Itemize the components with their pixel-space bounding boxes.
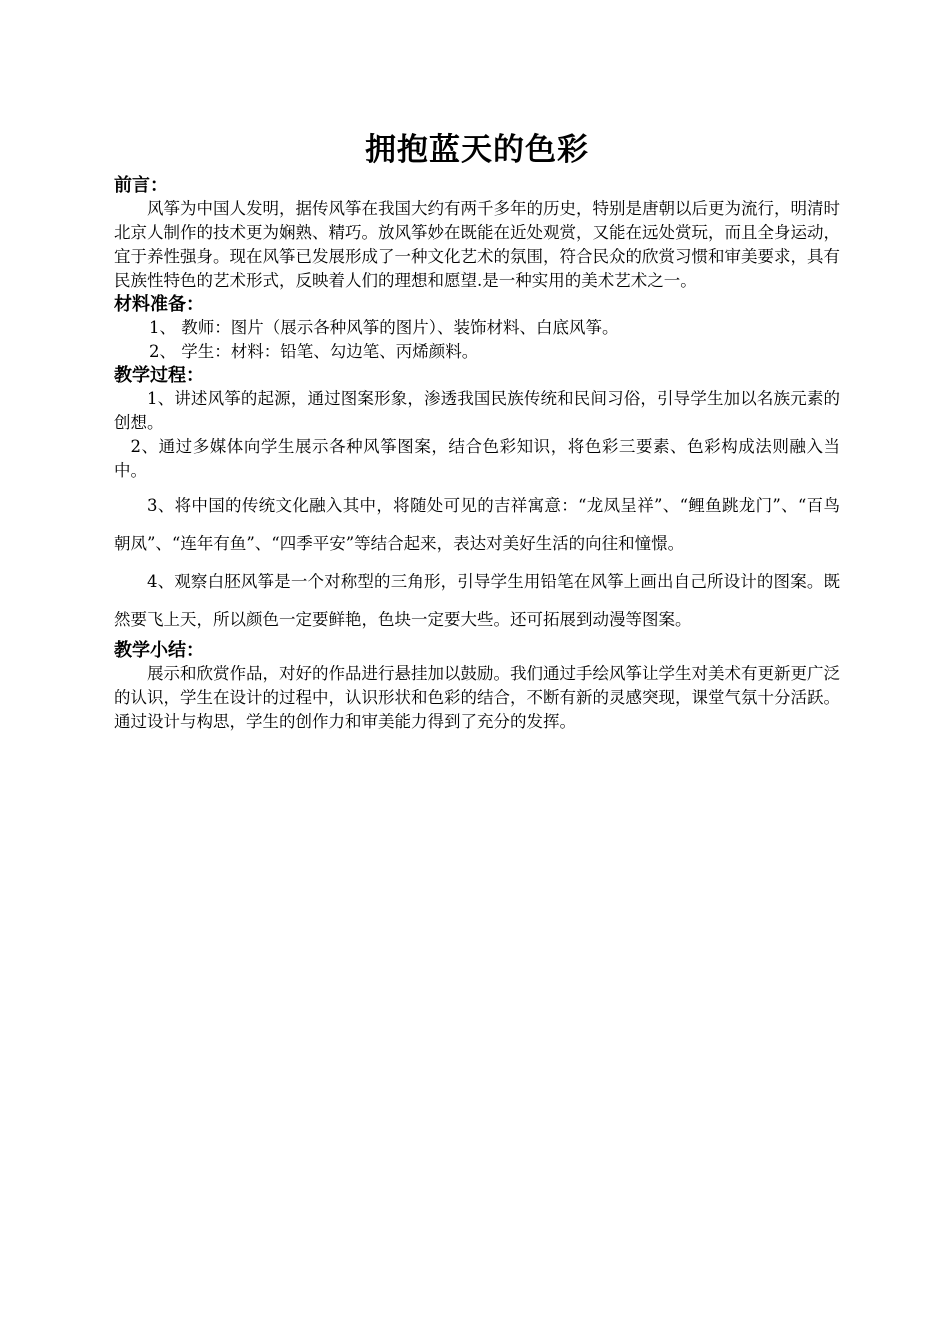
preface-heading: 前言： bbox=[114, 175, 168, 196]
materials-item-teacher: 1、 教师：图片（展示各种风筝的图片）、装饰材料、白底风筝。 bbox=[149, 318, 619, 337]
preface-section bbox=[114, 174, 840, 293]
materials-heading: 材料准备： bbox=[114, 294, 204, 315]
summary-heading: 教学小结： bbox=[114, 640, 204, 661]
materials-item-student: 2、 学生：材料：铅笔、勾边笔、丙烯颜料。 bbox=[149, 342, 479, 361]
summary-paragraph: 展示和欣赏作品，对好的作品进行悬挂加以鼓励。我们通过手绘风筝让学生对美术有更新更广泛的认识，学生在设计的过程中，认识形状和色彩的结合，不断有新的灵感突现，课堂气氛十分活跃。通过设计与构思，学生的创作力和审美能力得到了充分的发挥。 bbox=[114, 664, 840, 731]
process-step-1: 1、讲述风筝的起源，通过图案形象，渗透我国民族传统和民间习俗，引导学生加以名族元素的创想。 bbox=[114, 389, 840, 432]
document-page bbox=[114, 128, 840, 734]
process-heading: 教学过程： bbox=[114, 365, 204, 386]
process-section bbox=[114, 364, 840, 639]
process-step-4: 4、观察白胚风筝是一个对称型的三角形，引导学生用铅笔在风筝上画出自己所设计的图案。既然要飞上天，所以颜色一定要鲜艳，色块一定要大些。还可拓展到动漫等图案。 bbox=[114, 572, 840, 629]
materials-section bbox=[114, 293, 840, 364]
preface-paragraph: 风筝为中国人发明，据传风筝在我国大约有两千多年的历史，特别是唐朝以后更为流行，明清时北京人制作的技术更为娴熟、精巧。放风筝妙在既能在近处观赏，又能在远处赏玩，而且全身运动，宜于养性强身。现在风筝已发展形成了一种文化艺术的氛围，符合民众的欣赏习惯和审美要求，具有民族性特色的艺术形式，反映着人们的理想和愿望.是一种实用的美术艺术之一。 bbox=[114, 199, 840, 290]
page-title: 拥抱蓝天的色彩 bbox=[365, 132, 589, 168]
process-step-2: 2、通过多媒体向学生展示各种风筝图案，结合色彩知识，将色彩三要素、色彩构成法则融入当中。 bbox=[114, 437, 840, 480]
process-step-3: 3、将中国的传统文化融入其中，将随处可见的吉祥寓意：“龙凤呈祥”、“鲤鱼跳龙门”、“百鸟朝凤”、“连年有鱼”、“四季平安”等结合起来，表达对美好生活的向往和憧憬。 bbox=[114, 496, 840, 553]
summary-section bbox=[114, 639, 840, 734]
